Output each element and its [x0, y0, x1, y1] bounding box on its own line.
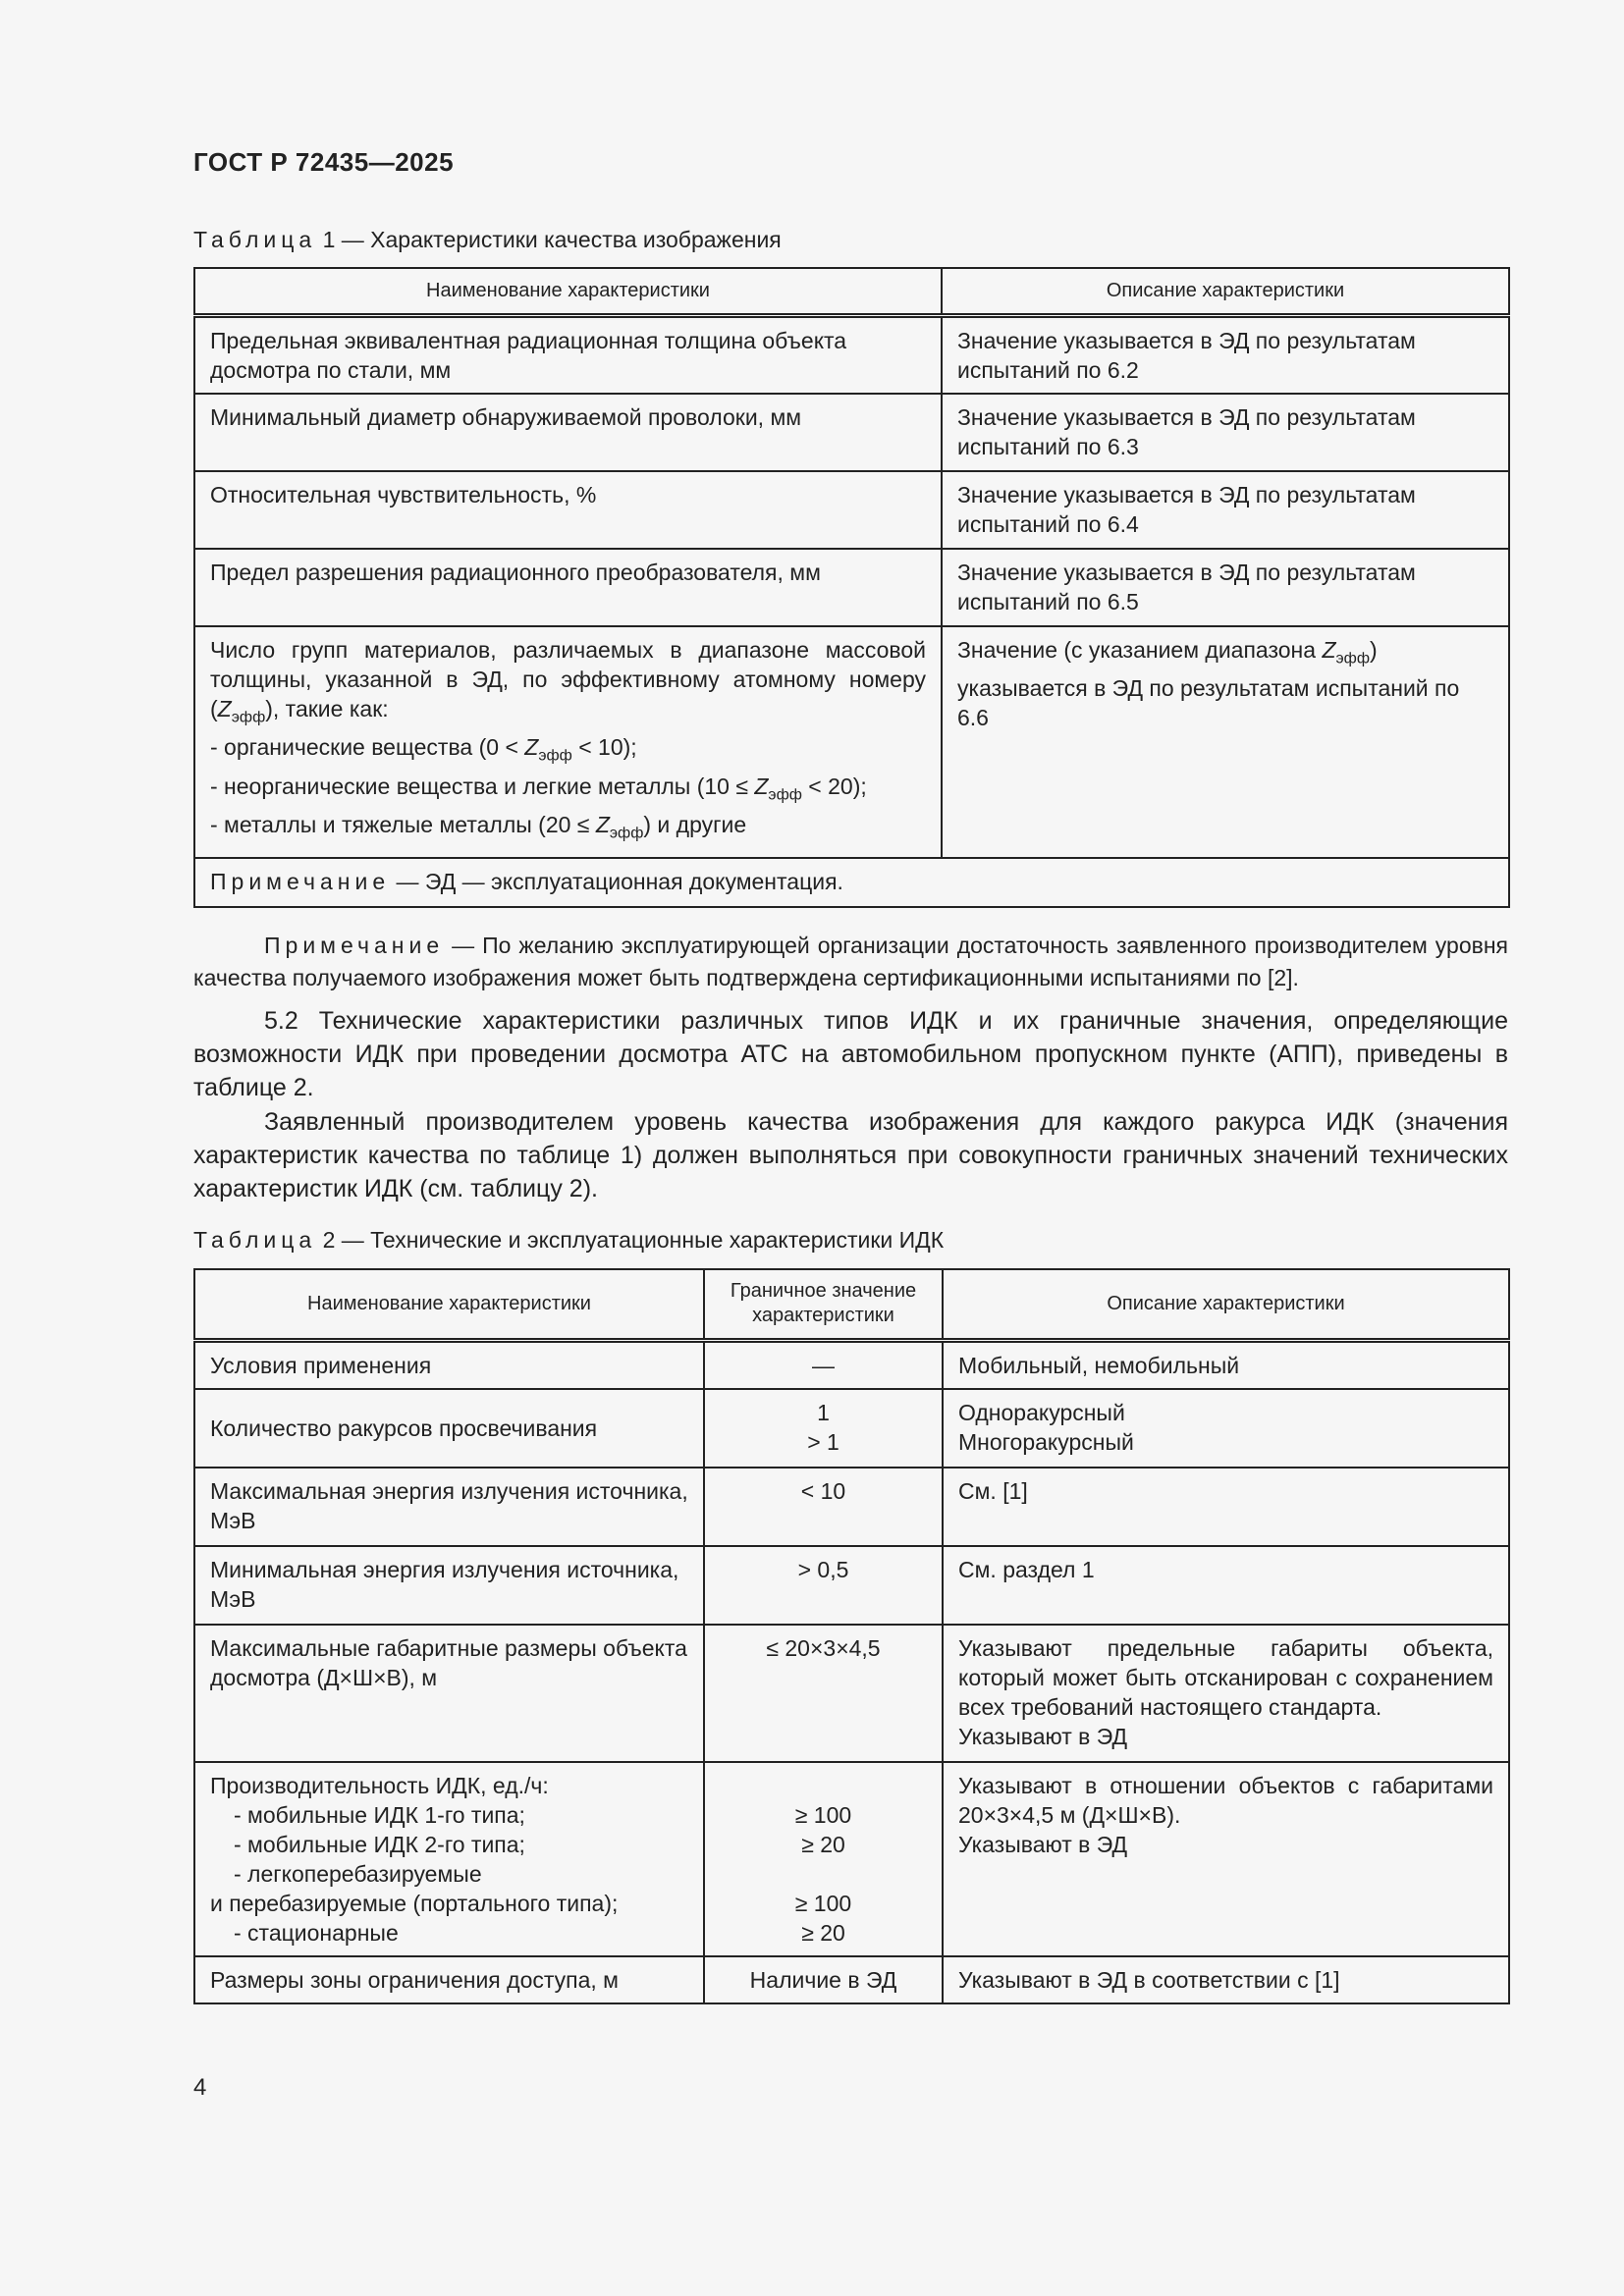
table-row: Относительная чувствительность, % Значение указывается в ЭД по результатам испытаний по 6.4 — [194, 471, 1509, 549]
table2-caption: Таблица 2 — Технические и эксплуатационные характеристики ИДК — [193, 1227, 945, 1253]
table2-header-desc: Описание характеристики — [943, 1269, 1509, 1340]
table-row: Предельная эквивалентная радиационная толщина объекта досмотра по стали, мм Значение указывается в ЭД по результатам испытаний по 6.2 — [194, 315, 1509, 394]
table1-header-desc: Описание характеристики — [942, 268, 1509, 315]
list-item: - стационарные — [234, 1919, 399, 1946]
paragraph-5-2: 5.2 Технические характеристики различных типов ИДК и их граничные значения, определяющие возможности ИДК при проведении досмотра АТС на автомобильном пропускном пункте (АПП), приведены в таблице 2. — [193, 1007, 1508, 1101]
table-row: Предел разрешения радиационного преобразователя, мм Значение указывается в ЭД по результатам испытаний по 6.5 — [194, 549, 1509, 626]
table-row: Количество ракурсов просвечивания 1 > 1 Одноракурсный Многоракурсный — [194, 1389, 1509, 1468]
table-row: Минимальный диаметр обнаруживаемой проволоки, мм Значение указывается в ЭД по результатам испытаний по 6.3 — [194, 394, 1509, 471]
list-item: - органические вещества $(0 < Z_{эфф} < 10)$; — [210, 734, 637, 765]
table1-note-row: Примечание — ЭД — эксплуатационная документация. — [194, 858, 1509, 907]
table1 — [193, 267, 1510, 908]
list-item: - металлы и тяжелые металлы $(20 \le Z_{эфф})$ и другие — [210, 812, 747, 842]
table-row: Размеры зоны ограничения доступа, м Наличие в ЭД Указывают в ЭД в соответствии с [1] — [194, 1956, 1509, 2003]
list-item: - неорганические вещества и легкие металлы $(10 \le Z_{эфф} < 20)$; — [210, 773, 867, 804]
page-number: 4 — [193, 2074, 207, 2101]
document-header: ГОСТ Р 72435—2025 — [193, 147, 455, 177]
table2-header-value: Граничное значение характеристики — [704, 1269, 943, 1340]
table-row: Минимальная энергия излучения источника, МэВ > 0,5 См. раздел 1 — [194, 1546, 1509, 1625]
row5-desc: Значение (с указанием диапазона $Z_{эфф}$) указывается в ЭД по результатам испытаний по 6.6 — [942, 626, 1509, 858]
table1-header-name: Наименование характеристики — [194, 268, 942, 315]
table-row: Максимальная энергия излучения источника, МэВ < 10 См. [1] — [194, 1468, 1509, 1546]
table1-caption: Таблица 1 — Характеристики качества изображения — [193, 227, 782, 252]
table-row: Производительность ИДК, ед./ч: - мобильные ИДК 1-го типа; - мобильные ИДК 2-го типа; - легкоперебазируемые и перебазируемые (портального типа); - стационарные ≥ 100 ≥ 20 ≥ 100 ≥ 20 Указывают в отношении объектов с габаритами 20×3×4,5 м (Д×Ш×В). Указывают в ЭД — [194, 1762, 1509, 1956]
paragraph-declared-quality: Заявленный производителем уровень качества изображения для каждого ракурса ИДК (значения характеристик качества по таблице 1) должен выполняться при совокупности граничных значений технических характеристик ИДК (см. таблицу 2). — [193, 1108, 1508, 1202]
table2 — [193, 1268, 1510, 2004]
table2-header-name: Наименование характеристики — [194, 1269, 704, 1340]
table-row: Максимальные габаритные размеры объекта досмотра (Д×Ш×В), м ≤ 20×3×4,5 Указывают предельные габариты объекта, который может быть отсканирован с сохранением всех требований настоящего стандарта. Указывают в ЭД — [194, 1625, 1509, 1762]
list-item: и перебазируемые (портального типа); — [210, 1890, 619, 1916]
table-row — [194, 626, 1509, 858]
table-row: Условия применения — Мобильный, немобильный — [194, 1340, 1509, 1389]
row5-lead: Число групп материалов, различаемых в диапазоне массовой толщины, указанной в ЭД, по эффективному атомному номеру $(Z_{эфф})$, такие как: — [210, 636, 926, 726]
list-item: - мобильные ИДК 1-го типа; — [234, 1801, 525, 1828]
list-item: - мобильные ИДК 2-го типа; — [234, 1831, 525, 1857]
note-paragraph: Примечание — По желанию эксплуатирующей организации достаточность заявленного производителем уровня качества получаемого изображения может быть подтверждена сертификационными испытаниями по [2]. — [193, 933, 1508, 990]
list-item: - легкоперебазируемые — [234, 1860, 482, 1887]
